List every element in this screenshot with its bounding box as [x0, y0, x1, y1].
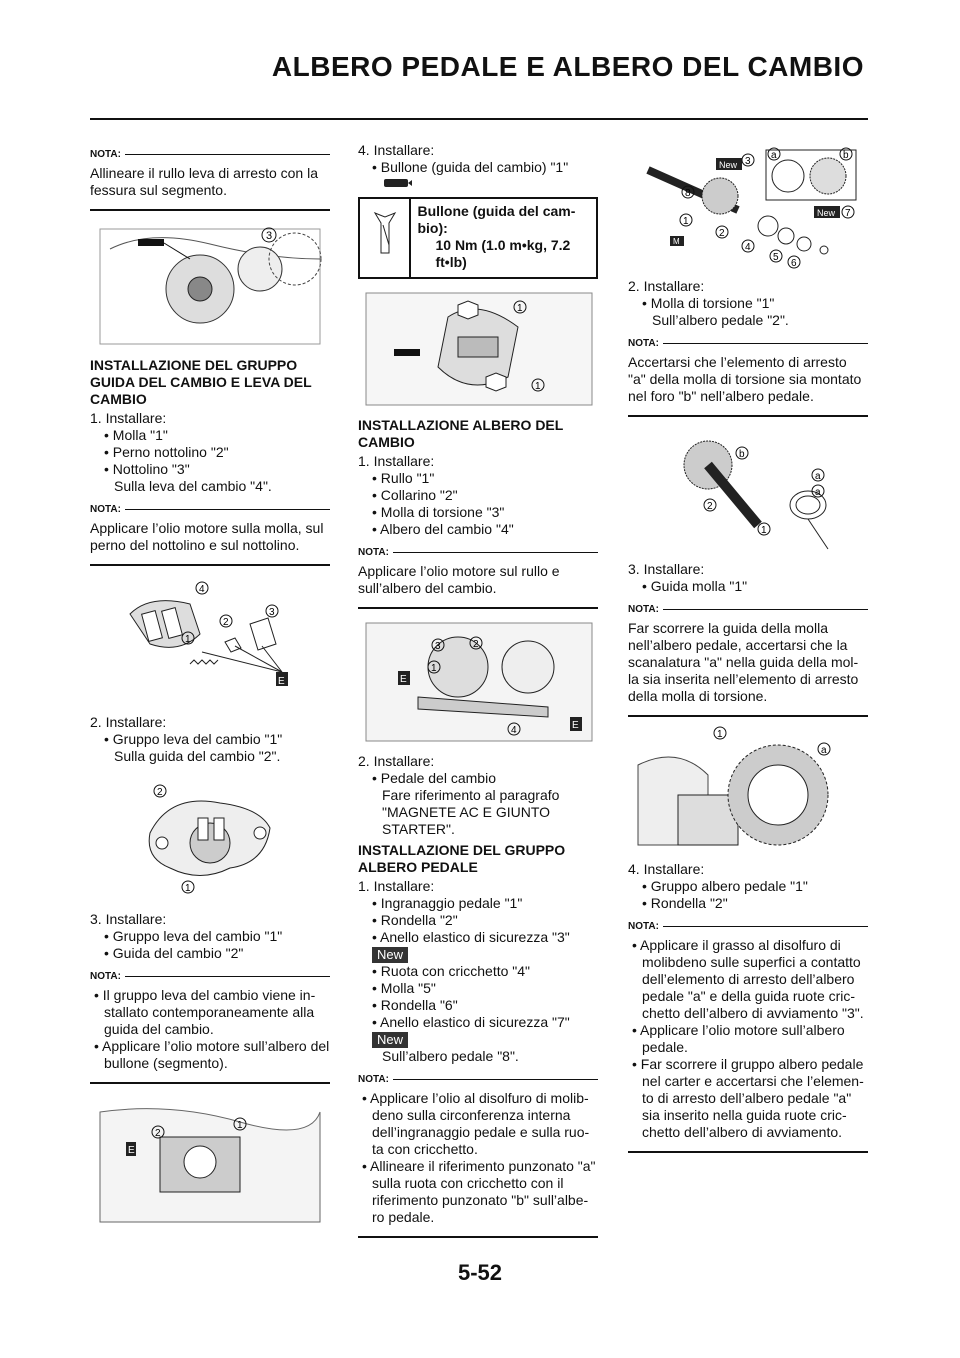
nota-bullet: • Applicare l’olio motore sull’albero del bullone (segmento).: [94, 1038, 330, 1071]
callout-4: 4: [199, 584, 205, 595]
nota-text: [358, 1088, 598, 1238]
callout-5: 5: [773, 252, 779, 263]
nota-bullet: • Applicare l’olio al disolfuro di molib-deno sulla circonferenza interna dell’ingranaggio pedale e sulla ruo-ta con cricchetto.: [362, 1090, 590, 1157]
callout-1: 1: [237, 1120, 243, 1131]
new-badge: New: [372, 947, 408, 963]
nota-label: NOTA:: [628, 604, 659, 615]
list-item: • Molla di torsione "1": [642, 295, 775, 311]
nota-label: NOTA:: [628, 921, 659, 932]
figure-shift-lever: [90, 574, 330, 706]
list-item: • Gruppo albero pedale "1": [642, 878, 808, 894]
step-label: 2. Installare:: [628, 278, 705, 294]
callout-4: 4: [745, 242, 751, 253]
list-item: • Ruota con cricchetto "4": [372, 963, 531, 979]
page-number: 5-52: [457, 1260, 503, 1285]
sub-note: Sull’albero pedale "8".: [382, 1048, 519, 1064]
list-item: • Rondella "6": [372, 997, 458, 1013]
nota-box: [628, 918, 868, 1153]
callout-3: 3: [435, 641, 441, 652]
nota-label: NOTA:: [90, 504, 121, 515]
new-marker: New: [719, 160, 738, 170]
sub-note: Sull’albero pedale "2".: [652, 312, 789, 328]
callout-1: 1: [535, 381, 541, 392]
step-label: 3. Installare:: [90, 911, 167, 927]
step-label: 2. Installare:: [358, 753, 435, 769]
figure-lever-assembly: [90, 773, 330, 903]
figure-spring-guide: [628, 725, 868, 853]
callout-3: 3: [269, 607, 275, 618]
figure-shift-shaft: [358, 617, 598, 745]
step-label: 4. Installare:: [628, 861, 705, 877]
callout-1: 1: [717, 729, 723, 740]
list-item: • Pedale del cambio: [372, 770, 496, 786]
callout-3: 3: [745, 156, 751, 167]
list-item: • Guida del cambio "2": [104, 945, 244, 961]
callout-a: a: [821, 745, 827, 756]
torque-spec-box: [358, 197, 598, 279]
list-item: • Rondella "2": [642, 895, 728, 911]
callout-2: 2: [473, 639, 479, 650]
figure-engine-segment: [90, 219, 330, 349]
list-item: • Collarino "2": [372, 487, 458, 503]
oil-marker-e: E: [278, 676, 285, 687]
list-item: • Guida molla "1": [642, 578, 748, 594]
list-item: • Nottolino "3": [104, 461, 190, 477]
callout-2: 2: [719, 228, 725, 239]
column-3: [628, 140, 868, 1159]
list-item: • Rondella "2": [372, 912, 458, 928]
nota-text: Far scorrere la guida della molla nell’albero pedale, accertarsi che la scanalatura "a" nella guida della mol-la sia inserita nell’elemento di arresto della molla di torsione.: [628, 618, 868, 717]
callout-2: 2: [707, 501, 713, 512]
callout-7: 7: [845, 208, 851, 219]
figure-torsion-spring: [628, 425, 868, 553]
oil-marker-e: E: [128, 1145, 135, 1156]
list-item: • Albero del cambio "4": [372, 521, 514, 537]
nota-bullet: • Applicare l’olio motore sull’albero pedale.: [632, 1022, 845, 1055]
step-label: 1. Installare:: [90, 410, 167, 426]
wrench-icon: [360, 199, 411, 277]
figure-engine-bolt: [90, 1092, 330, 1232]
callout-1: 1: [761, 525, 767, 536]
step-label: 4. Installare:: [358, 142, 435, 158]
list-item: • Molla "5": [372, 980, 436, 996]
nota-box: [90, 146, 330, 211]
column-2: [358, 140, 598, 1244]
callout-b: b: [843, 150, 849, 161]
title-rule: [90, 118, 868, 120]
section-title: INSTALLAZIONE ALBERO DEL CAMBIO: [358, 417, 564, 450]
figure-kick-shaft-exploded: [628, 140, 868, 270]
list-item: • Anello elastico di sicurezza "7": [372, 1014, 570, 1030]
nota-label: NOTA:: [358, 547, 389, 558]
nota-text: Applicare l’olio motore sulla molla, sul perno del nottolino e sul nottolino.: [90, 518, 330, 566]
nota-label: NOTA:: [90, 149, 121, 160]
nota-box: [628, 601, 868, 717]
list-item: • Molla di torsione "3": [372, 504, 505, 520]
nota-bullet: • Allineare il riferimento punzonato "a" sulla ruota con cricchetto con il riferimento punzonato "b" sull’albe-ro pedale.: [362, 1158, 596, 1225]
callout-1: 1: [517, 303, 523, 314]
nota-text: Applicare l’olio motore sul rullo e sull’albero del cambio.: [358, 561, 598, 609]
spec-value: 10 Nm (1.0 m•kg, 7.2 ft•lb): [435, 237, 571, 270]
nota-bullet: • Applicare il grasso al disolfuro di molibdeno sulle superfici a contatto dell’elemento di arresto dell’albero pedale "a" e della guida ruote cric-chetto dell’albero di avviamento "3".: [632, 937, 864, 1021]
callout-6: 6: [791, 258, 797, 269]
section-title: INSTALLAZIONE DEL GRUPPO ALBERO PEDALE: [358, 842, 566, 875]
nota-text: Accertarsi che l’elemento di arresto "a" della molla di torsione sia montato nel foro "b" nell’albero pedale.: [628, 352, 868, 417]
nota-box: [90, 501, 330, 566]
step-label: 1. Installare:: [358, 453, 435, 469]
nota-box: [358, 1071, 598, 1238]
list-item: • Molla "1": [104, 427, 168, 443]
new-badge: New: [372, 1032, 408, 1048]
list-item: • Bullone (guida del cambio) "1": [372, 159, 569, 175]
nota-text: Allineare il rullo leva di arresto con la fessura sul segmento.: [90, 163, 330, 211]
nota-box: [358, 544, 598, 609]
callout-1: 1: [683, 216, 689, 227]
sub-note: Sulla guida del cambio "2".: [114, 748, 281, 764]
list-item: • Gruppo leva del cambio "1": [104, 928, 283, 944]
callout-a: a: [771, 150, 777, 161]
new-marker: New: [817, 208, 836, 218]
figure-shift-guide-bolts: [358, 287, 598, 409]
list-item: • Rullo "1": [372, 470, 435, 486]
callout-b: b: [739, 449, 745, 460]
nota-box: [628, 335, 868, 417]
spec-name: Bullone (guida del cam-bio):: [417, 203, 576, 236]
sub-note: Fare riferimento al paragrafo "MAGNETE AC E GIUNTO STARTER".: [382, 787, 560, 837]
section-title: INSTALLAZIONE DEL GRUPPO GUIDA DEL CAMBIO E LEVA DEL CAMBIO: [90, 357, 312, 407]
callout-1: 1: [431, 663, 437, 674]
callout-3: 3: [266, 230, 273, 242]
column-1: [90, 140, 330, 1240]
list-item: • Ingranaggio pedale "1": [372, 895, 523, 911]
nota-label: NOTA:: [628, 338, 659, 349]
nota-text: [628, 935, 868, 1153]
nota-box: [90, 968, 330, 1084]
callout-1: 1: [185, 883, 191, 894]
nota-bullet: • Il gruppo leva del cambio viene in-stallato contemporaneamente alla guida del cambio.: [94, 987, 316, 1037]
callout-4: 4: [511, 725, 517, 736]
callout-1: 1: [185, 634, 191, 645]
grease-marker-m: M: [673, 237, 680, 246]
oil-marker-e: E: [572, 720, 579, 731]
callout-a: a: [815, 471, 821, 482]
list-item: • Anello elastico di sicurezza "3": [372, 929, 570, 945]
nota-bullet: • Far scorrere il gruppo albero pedale nel carter e accertarsi che l’elemen-to di arresto dell’albero pedale "a" sia inserito nella guida ruote cric-chetto dell’albero di avviamento.: [632, 1056, 864, 1140]
nota-text: [90, 985, 330, 1084]
step-label: 3. Installare:: [628, 561, 705, 577]
callout-2: 2: [155, 1128, 161, 1139]
step-label: 2. Installare:: [90, 714, 167, 730]
callout-2: 2: [157, 787, 163, 798]
nota-label: NOTA:: [90, 971, 121, 982]
oil-marker-e: E: [400, 674, 407, 685]
list-item: • Gruppo leva del cambio "1": [104, 731, 283, 747]
nota-label: NOTA:: [358, 1074, 389, 1085]
callout-8: 8: [685, 188, 691, 199]
sub-note: Sulla leva del cambio "4".: [114, 478, 272, 494]
step-label: 1. Installare:: [358, 878, 435, 894]
callout-a: a: [815, 487, 821, 498]
callout-2: 2: [223, 617, 229, 628]
page-title: ALBERO PEDALE E ALBERO DEL CAMBIO: [271, 51, 864, 82]
torque-icon-inline: [358, 176, 598, 193]
list-item: • Perno nottolino "2": [104, 444, 229, 460]
